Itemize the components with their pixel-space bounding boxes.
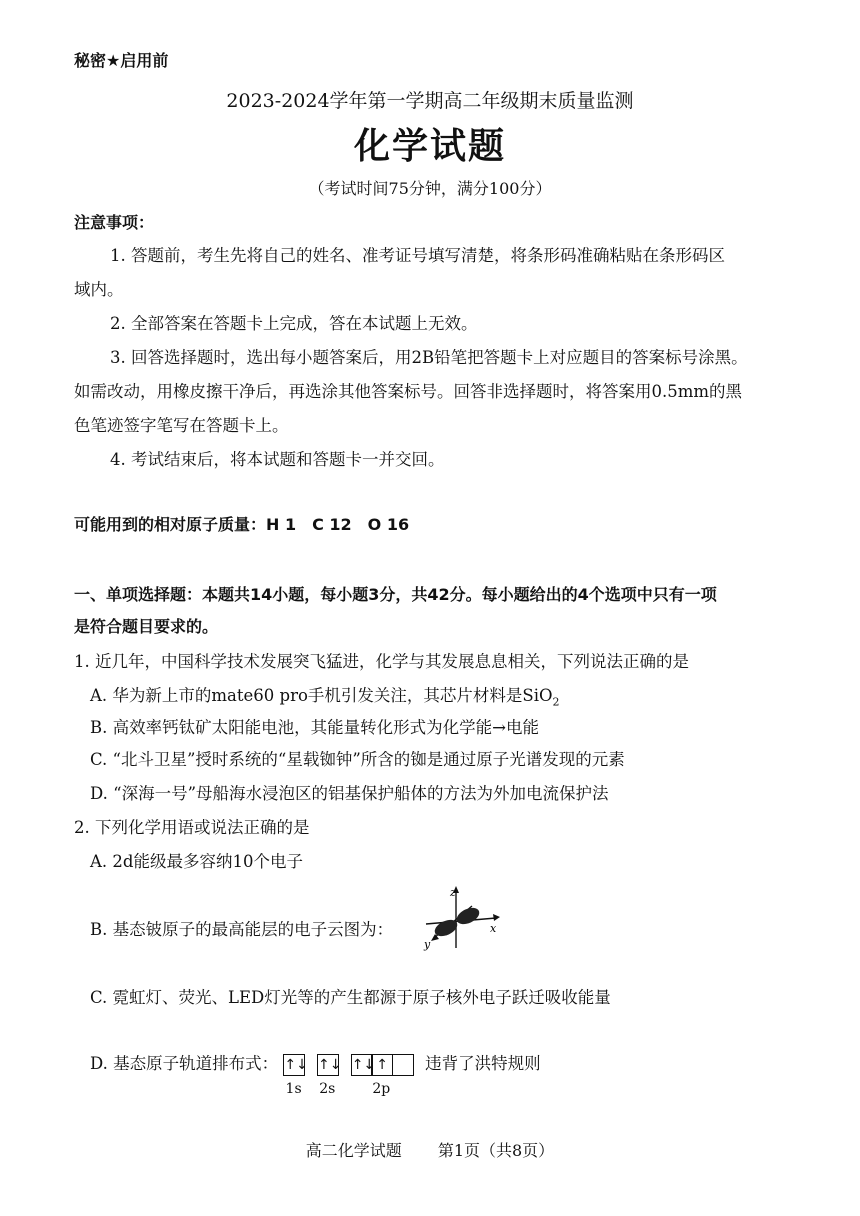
q1-stem: 1. 近几年，中国科学技术发展突飞猛进，化学与其发展息息相关，下列说法正确的是: [74, 652, 689, 671]
notice-heading: 注意事项：: [74, 213, 155, 232]
section-heading-line-1: 一、单项选择题：本题共14小题，每小题3分，共42分。每小题给出的4个选项中只有一项: [74, 585, 717, 604]
footer-subject: 高二化学试题: [305, 1141, 402, 1160]
orbital-box-2s: ↑↓: [317, 1054, 339, 1076]
q1-option-d: D. “深海一号”母船海水浸泡区的铝基保护船体的方法为外加电流保护法: [90, 784, 609, 803]
q2-option-b: B. 基态铍原子的最高能层的电子云图为：: [90, 920, 394, 939]
q1-option-b: B. 高效率钙钛矿太阳能电池，其能量转化形式为化学能→电能: [90, 718, 539, 737]
q1-option-c: C. “北斗卫星”授时系统的“星载铷钟”所含的铷是通过原子光谱发现的元素: [90, 750, 625, 769]
atomic-masses: 可能用到的相对原子质量：H 1 C 12 O 16: [74, 515, 410, 534]
orbital-2p: [351, 1054, 412, 1097]
subject-title: 化学试题: [353, 125, 506, 167]
orbital-1s: [283, 1054, 308, 1097]
q1-option-a-text: A. 华为新上市的mate60 pro手机引发关注，其芯片材料是SiO: [90, 686, 553, 705]
orbital-label-2p: 2p: [372, 1080, 391, 1097]
q2-option-d-prefix: D. 基态原子轨道排布式：: [90, 1054, 279, 1073]
notice-item-4: 4. 考试结束后，将本试题和答题卡一并交回。: [110, 450, 445, 469]
orbital-box-1s: ↑↓: [283, 1054, 305, 1076]
q2-option-d: [90, 1050, 541, 1097]
orbital-box-2p-3: [392, 1054, 414, 1076]
orbital-box-2p-2: ↑: [371, 1054, 393, 1076]
notice-item-3-line-2: 如需改动，用橡皮擦干净后，再选涂其他答案标号。回答非选择题时，将答案用0.5mm的黑: [74, 382, 743, 401]
section-heading-line-2: 是符合题目要求的。: [74, 617, 219, 636]
cloud-lobe-right: [454, 905, 482, 928]
notice-item-2: 2. 全部答案在答题卡上完成，答在本试题上无效。: [110, 314, 478, 333]
notice-item-1-line-2: 域内。: [74, 280, 124, 299]
notice-item-1-line-1: 1. 答题前，考生先将自己的姓名、准考证号填写清楚，将条形码准确粘贴在条形码区: [110, 246, 725, 265]
q2-option-d-suffix: 违背了洪特规则: [425, 1054, 541, 1073]
q2-option-c: C. 霓虹灯、荧光、LED灯光等的产生都源于原子核外电子跃迁吸收能量: [90, 988, 611, 1007]
y-axis-label: y: [424, 938, 431, 951]
exam-title: 2023-2024学年第一学期高二年级期末质量监测: [226, 90, 634, 112]
notice-item-3-line-1: 3. 回答选择题时，选出每小题答案后，用2B铅笔把答题卡上对应题目的答案标号涂黑。: [110, 348, 748, 367]
orbital-box-2p-1: ↑↓: [351, 1054, 373, 1076]
q1-option-a: [90, 682, 560, 708]
notice-item-3-line-3: 色笔迹签字笔写在答题卡上。: [74, 416, 289, 435]
orbital-2s: [317, 1054, 342, 1097]
electron-cloud-diagram: [420, 884, 510, 952]
time-info: （考试时间75分钟，满分100分）: [308, 179, 552, 198]
q2-stem: 2. 下列化学用语或说法正确的是: [74, 818, 310, 837]
x-axis-label: x: [490, 922, 497, 935]
orbital-label-2s: 2s: [319, 1080, 336, 1097]
q2-option-a: A. 2d能级最多容纳10个电子: [90, 852, 303, 871]
q1-option-a-subscript: 2: [552, 695, 560, 709]
x-axis-arrow: [493, 914, 500, 921]
z-axis-label: z: [450, 886, 456, 899]
secret-label: 秘密★启用前: [74, 51, 169, 70]
footer-page-number: 第1页（共8页）: [437, 1141, 555, 1160]
page-footer: [0, 1138, 860, 1161]
orbital-label-1s: 1s: [285, 1080, 302, 1097]
